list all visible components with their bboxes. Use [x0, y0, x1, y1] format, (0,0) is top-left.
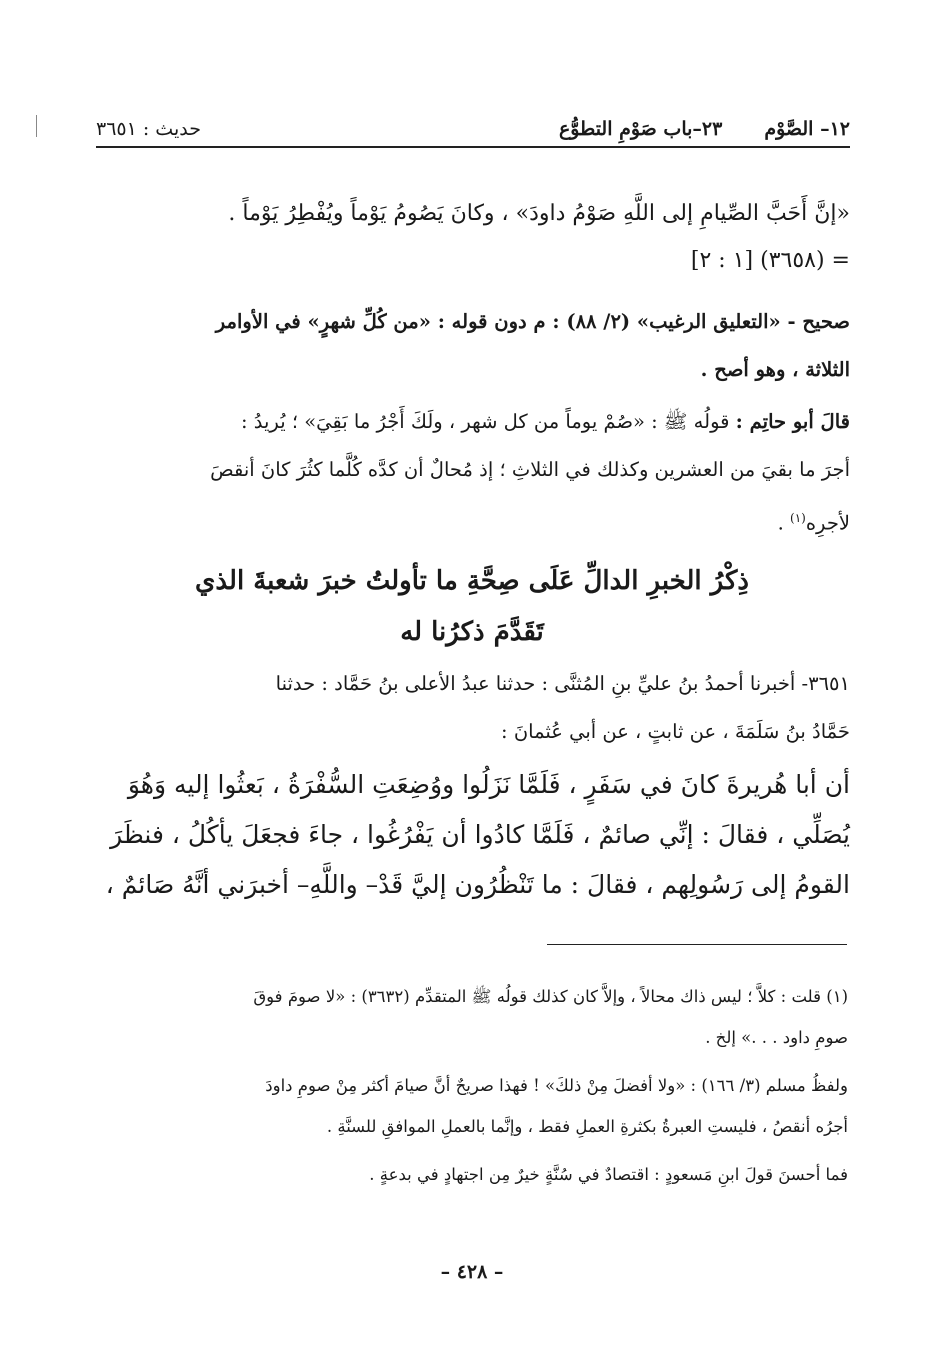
- footnote-line: أجرُه أنقصُ ، فليستِ العبرةُ بكثرةِ العملِ فقط ، وإنَّما بالعملِ الموافقِ للسنَّةِ .: [326, 1117, 848, 1136]
- continuation-reference: = (٣٦٥٨) [١ : ٢]: [690, 248, 850, 273]
- hadith-line: القومُ إلى رَسُولِهم ، فقالَ : ما تَنْظُرُون إليَّ قَدْ– واللَّهِ– أخبرَني أنَّهُ صَائمٌ ،: [105, 870, 850, 899]
- section-title: ٢٣–باب صَوْمِ التطوُّع: [558, 118, 723, 140]
- continuation-line: «إنَّ أَحَبَّ الصِّيامِ إلى اللَّهِ صَوْمُ داودَ» ، وكانَ يَصُومُ يَوْماً ويُفْطِرُ يَوْماً .: [228, 201, 850, 226]
- heading-line: تَقَدَّمَ ذكرُنا له: [400, 617, 544, 647]
- running-header: [96, 112, 850, 148]
- hadith-line: أن أبا هُريرةَ كانَ في سَفَرٍ ، فَلَمَّا نَزَلُوا ووُضِعَتِ السُّفْرَةُ ، بَعثُوا إليه وَهُوَ: [127, 770, 850, 799]
- abu-hatim-text: لأجرِه: [805, 511, 850, 535]
- footnote-line: (١) قلت : كلاَّ ؛ ليس ذاك محالاً ، وإلاَّ كان كذلك قولُه ﷺ المتقدِّم (٣٦٣٢) : «لا صومَ فوقَ: [253, 987, 848, 1006]
- abu-hatim-line: [96, 398, 850, 446]
- isnad-line: ٣٦٥١- أخبرنا أحمدُ بنُ عليِّ بنِ المُثنَّى : حدثنا عبدُ الأعلى بنُ حَمَّاد : حدثنا: [275, 672, 850, 695]
- continuation-text: [96, 190, 850, 284]
- chapter-title: ١٢– الصَّوْم: [764, 118, 850, 140]
- hadith-text: [96, 760, 850, 910]
- footnote-divider: [547, 944, 847, 945]
- abu-hatim-text: قولُه ﷺ : «صُمْ يوماً من كل شهر ، ولَكَ أَجْرُ ما بَقِيَ» ؛ يُريدُ :: [241, 410, 736, 433]
- chapter-heading: [120, 556, 824, 658]
- heading-line: ذِكْرُ الخبرِ الدالِّ عَلَى صِحَّةِ ما تأولتُ خبرَ شعبةَ الذي: [195, 566, 749, 596]
- abu-hatim-line: [96, 494, 850, 548]
- footnote-marker[interactable]: (١): [790, 511, 806, 525]
- isnad-line: حَمَّادُ بنُ سَلَمَةَ ، عن ثابتٍ ، عن أبي عُثمانَ :: [501, 720, 850, 743]
- footnote-paragraph: فما أحسنَ قولَ ابنِ مَسعودٍ : اقتصادٌ في سُنَّةٍ خيرٌ مِن اجتهادٍ في بدعةٍ .: [369, 1165, 848, 1184]
- footnote-line: صومِ داود . . .» إلخ .: [705, 1028, 848, 1047]
- footnote-1: [96, 976, 848, 1058]
- abu-hatim-comment: [96, 398, 850, 548]
- abu-hatim-line: أجرَ ما بقيَ من العشرين وكذلك في الثلاثِ ؛ إذ مُحالٌ أن كدَّه كُلَّما كثُرَ كانَ أنقصَ: [210, 458, 850, 481]
- header-titles: [559, 118, 850, 140]
- abu-hatim-lead: قالَ أبو حاتِم :: [735, 410, 850, 433]
- grading-line: صحيح - «التعليق الرغيب» (٢/ ٨٨) : م دون قوله : «من كُلِّ شهرٍ» في الأوامر: [215, 310, 850, 333]
- abu-hatim-text: .: [777, 511, 791, 535]
- page-number: – ٤٢٨ –: [440, 1261, 504, 1283]
- footnote-paragraph: [96, 1065, 848, 1147]
- footnotes: [96, 976, 848, 1202]
- hadith-reference: حديث : ٣٦٥١: [96, 118, 201, 140]
- hadith-line: يُصَلِّي ، فقالَ : إنِّي صائمٌ ، فَلَمَّا كادُوا أن يَفْرُغُوا ، جاءَ فجعَلَ يأكُلُ ، فنظَرَ: [110, 820, 850, 849]
- grading-note: [96, 298, 850, 394]
- footnote-line: ولفظُ مسلم (٣/ ١٦٦) : «ولا أفضلَ مِنْ ذلكَ» ! فهذا صريحٌ أنَّ صيامَ أكثر مِنْ صومِ داودَ: [265, 1076, 848, 1095]
- grading-line: الثلاثة ، وهو أصح .: [700, 358, 850, 381]
- margin-mark: [36, 115, 37, 137]
- isnad-chain: [96, 660, 850, 756]
